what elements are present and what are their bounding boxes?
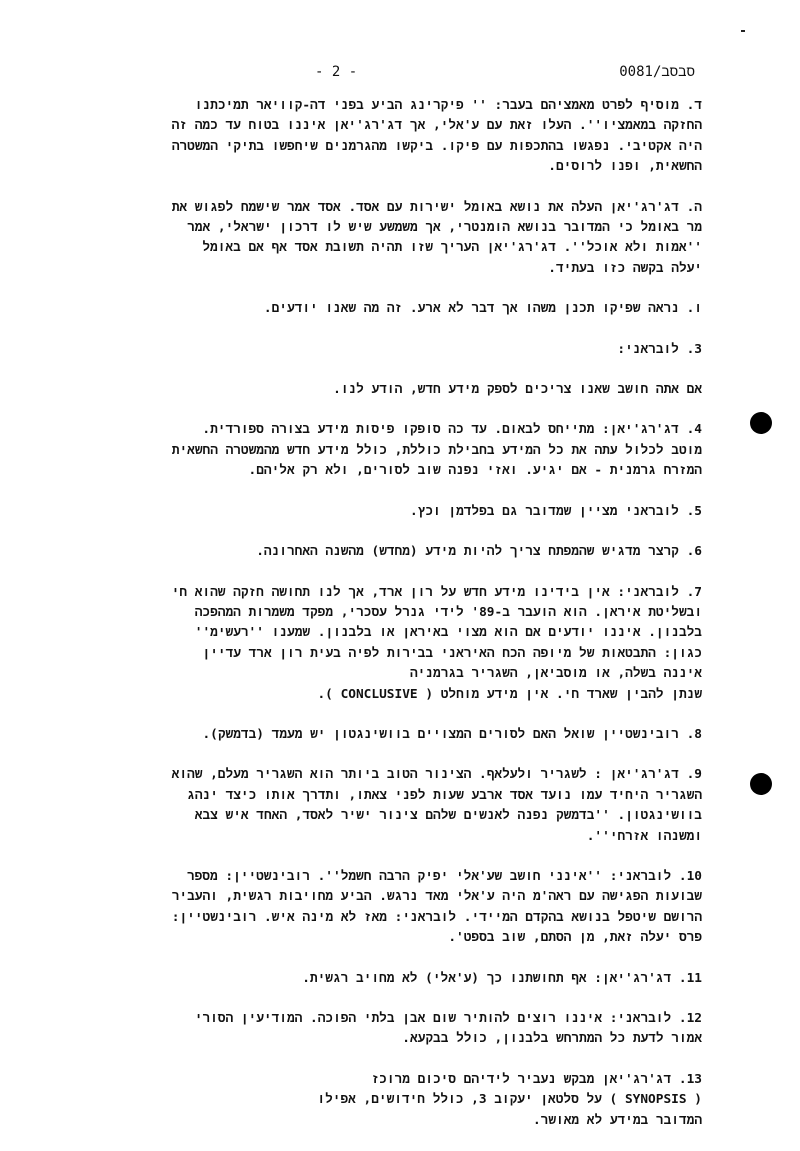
paragraph-10: 10. לובראני: ''אינני חושב שע'אלי יפיק הרבה חשמל''. רובינשטיין: מספר שבועות הפגישה עם ראה'מ היה ע'אלי מאד נרגש. הביע מחויבות רגשית, והעביר הרושם שיטפל בנושא בהקדם המיידי. לובראני: מאז לא מינה איש. רובינשטיין: פרס יעלה זאת, מן הסתם, שוב בספט'. [171,868,702,946]
paragraph-13: 13. דג'רג'יאן מבקש נעביר לידיהם סיכום מרוכז ( SYNOPSIS ) על סלטאן יעקוב 3, כולל חידושים, אפילו המדובר במידע לא מאושר. [317,1071,702,1128]
paragraph-8: 8. רובינשטיין שואל האם לסורים המצויים בוושינגטון יש מעמד (בדמשק). [202,726,702,742]
paragraph-v: ו. נראה שפיקו תכנן משהו אך דבר לא ארע. זה מה שאנו יודעים. [263,301,702,317]
document-body [92,96,702,1151]
paragraph-3-body: אם אתה חושב שאנו צריכים לספק מידע חדש, הודע לנו. [333,382,702,398]
page-number: - 2 - [315,64,358,80]
paragraph-5: 5. לובראני מציין שמדובר גם בפלדמן וכץ. [409,503,702,519]
paragraph-12: 12. לובראני: איננו רוצים להותיר שום אבן בלתי הפוכה. המודיעין הסורי אמור לדעת כל המתרחש בלבנון, כולל בבקעא. [194,1011,702,1047]
paragraph-11: 11. דג'רג'יאן: אף תחושתנו כך (ע'אלי) לא מחויב רגשית. [302,970,702,986]
punch-hole-top [750,412,772,434]
paragraph-7: 7. לובראני: אין בידינו מידע חדש על רון ארד, אך לנו תחושה חזקה שהוא חי ובשליטת איראן. הוא הועבר ב-89' לידי גנרל עסכרי, מפקד משמרות המהפכה בלבנון. איננו יודעים אם הוא מצוי באיראן או בלבנון. שמענו ''רעשימ'' כגון: התבטאות של מיופה הכח האיראני בבירות לפיה בעית רון ארד עדיין איננה בשלה, או מוסביאן, השגריר בגרמניה שנתן להבין שארד חי. אין מידע מוחלט ( CONCLUSIVE ). [171,584,702,702]
paragraph-d: ד. מוסיף לפרט מאמציהם בעבר: '' פיקרינג הביע בפני דה-קוויאר תמיכתנו החזקה במאמציו''. העלו זאת עם ע'אלי, אך דג'רג'יאן איננו בטוח עד כמה זה היה אקטיבי. נפגשו בהתכפות עם פיקו. ביקשו מהגרמנים שיחפשו בתיקי המשטרה החשאית, ופנו לרוסים. [171,98,702,175]
document-code: סבסב/0081 [619,64,695,80]
paragraph-4: 4. דג'רג'יאן: מתייחס לבאום. עד כה סופקו פיסות מידע בצורה ספורדית. מוטב לכלול עתה את כל המידע בחבילת כוללת, כולל מידע חדש מהמשטרה החשאית המזרח גרמנית - אם יגיע. ואזי נפנה שוב לסורים, ולא רק אליהם. [171,422,702,479]
punch-hole-bottom [750,773,772,795]
paragraph-3: 3. לובראני: [617,341,702,357]
paragraph-9: 9. דג'רג'יאן : לשגריר ולעלאף. הצינור הטוב ביותר הוא השגריר מעלם, שהוא השגריר היחיד עמו נועד אסד ארבע שעות לפני צאתו, ותדרך אותו כיצד ינהג בוושינגטון. ''בדמשק נפנה לאנשים שלהם צינור ישיר לאסד, האחד איש צבא ומשנהו אזרחי''. [171,767,702,844]
paragraph-h: ה. דג'רג'יאן העלה את נושא באומל ישירות עם אסד. אסד אמר שישמח לפגוש את מר באומל כי המדובר בנושא הומנטרי, אך משמשע שיש לו דרכון ישראלי, אמר ''אמות ולא אוכל''. דג'רג'יאן העריך שזו תהיה תשובת אסד אף אם באומל יעלה בקשה כזו בעתיד. [171,199,702,276]
paragraph-6: 6. קרצר מדגיש שהמפתח צריך להיות מידע (מחדש) מהשנה האחרונה. [256,544,702,560]
scan-speck [741,30,745,32]
